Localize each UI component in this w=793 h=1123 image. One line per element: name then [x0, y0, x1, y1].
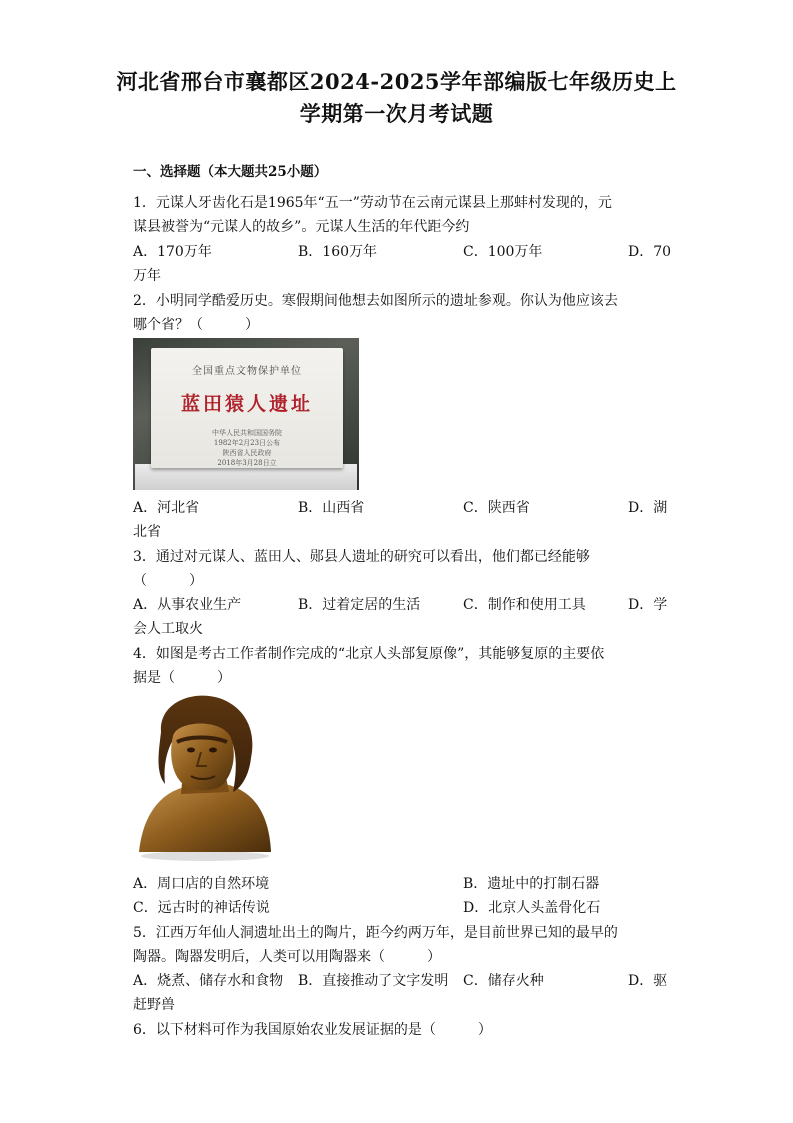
- tablet-main-text: 蓝田猿人遗址: [180, 393, 313, 415]
- q5-option-d-cont: 赶野兽: [133, 997, 175, 1013]
- q1-option-d: D．70: [628, 244, 672, 260]
- q2-option-d-cont: 北省: [133, 524, 161, 540]
- q3-option-d: D．学: [628, 597, 668, 613]
- q4-option-b: B．遗址中的打制石器: [463, 876, 600, 892]
- stone-tablet-photo: [133, 338, 359, 490]
- q5-stem-line1: 5．江西万年仙人洞遗址出土的陶片，距今约两万年，是目前世界已知的最早的: [133, 925, 618, 941]
- q6-stem-line1: 6．以下材料可作为我国原始农业发展证据的是（ ）: [133, 1022, 492, 1038]
- tablet-top-text: 全国重点文物保护单位: [192, 366, 302, 377]
- q3-option-b: B．过着定居的生活: [298, 597, 421, 613]
- q2-option-b: B．山西省: [298, 500, 365, 516]
- tablet-small-text-3: 陕西省人民政府: [222, 449, 272, 457]
- q2-option-d: D．湖: [628, 500, 668, 516]
- q5-stem-line2: 陶器。陶器发明后，人类可以用陶器来（ ）: [133, 949, 441, 965]
- q3-option-c: C．制作和使用工具: [463, 597, 586, 613]
- q5-option-c: C．储存火种: [463, 973, 544, 989]
- tablet-small-text-2: 1982年2月23日公布: [213, 439, 281, 447]
- q1-stem-line2: 谋县被誉为“元谋人的故乡”。元谋人生活的年代距今约: [133, 219, 470, 235]
- section-heading: 一、选择题（本大题共25小题）: [133, 164, 328, 180]
- q2-option-a: A．河北省: [133, 500, 200, 516]
- q1-option-d-cont: 万年: [133, 268, 161, 284]
- tablet-small-text-4: 2018年3月28日立: [217, 459, 277, 467]
- tablet-small-text-1: 中华人民共和国国务院: [212, 429, 282, 437]
- q2-stem-line2: 哪个省？（ ）: [133, 317, 259, 333]
- q5-option-a: A．烧煮、储存水和食物: [133, 973, 284, 989]
- q5-option-b: B．直接推动了文字发明: [298, 973, 449, 989]
- q3-stem-line2: （ ）: [133, 573, 203, 589]
- q1-option-a: A．170万年: [133, 244, 212, 260]
- q3-stem-line1: 3．通过对元谋人、蓝田人、郧县人遗址的研究可以看出，他们都已经能够: [133, 549, 590, 565]
- q3-option-d-cont: 会人工取火: [133, 621, 203, 637]
- q4-option-a: A．周口店的自然环境: [133, 876, 270, 892]
- tablet-stone: [151, 348, 343, 468]
- q5-option-d: D．驱: [628, 973, 668, 989]
- q2-stem-line1: 2．小明同学酷爱历史。寒假期间他想去如图所示的遗址参观。你认为他应该去: [133, 293, 618, 309]
- q4-stem-line1: 4．如图是考古工作者制作完成的“北京人头部复原像”，其能够复原的主要依: [133, 646, 605, 662]
- q1-option-c: C．100万年: [463, 244, 543, 260]
- peking-man-bust-photo: [133, 692, 275, 862]
- q4-option-d: D．北京人头盖骨化石: [463, 900, 601, 916]
- page-title-line2: 学期第一次月考试题: [299, 101, 494, 126]
- q1-stem-line1: 1．元谋人牙齿化石是1965年“五一”劳动节在云南元谋县上那蚌村发现的，元: [133, 195, 612, 211]
- q3-option-a: A．从事农业生产: [133, 597, 242, 613]
- q2-option-c: C．陕西省: [463, 500, 530, 516]
- q4-stem-line2: 据是（ ）: [133, 670, 231, 686]
- q1-option-b: B．160万年: [298, 244, 378, 260]
- page-title-line1: 河北省邢台市襄都区2024-2025学年部编版七年级历史上: [116, 69, 677, 94]
- q4-option-c: C．远古时的神话传说: [133, 900, 270, 916]
